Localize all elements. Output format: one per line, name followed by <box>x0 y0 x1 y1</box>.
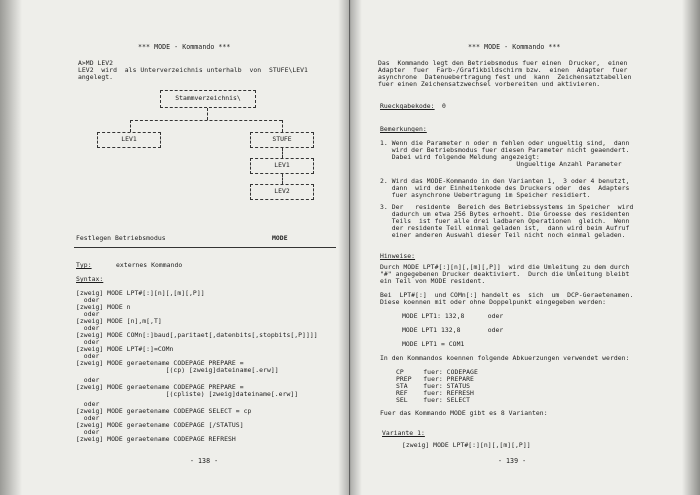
right-page <box>350 0 700 495</box>
remark-line: Ungueltige Anzahl Parameter <box>380 160 622 168</box>
hinweis-line: Durch MODE LPT#[:][n][,[m][,P]] wird die Umleitung zu dem durch <box>380 263 630 271</box>
tree-connector <box>282 148 283 158</box>
variant-label: Variante 1: <box>382 429 425 437</box>
hinweis-line: "#" angegebenen Drucker deaktiviert. Durch die Umleitung bleibt <box>380 270 630 278</box>
syntax-line: [zweig] MODE geraetename CODEPAGE SELECT = cp <box>76 407 252 415</box>
variants-line: Fuer das Kommando MODE gibt es 8 Varianten: <box>380 409 548 417</box>
page-header: *** MODE - Kommando *** <box>138 43 231 51</box>
tree-connector <box>282 120 283 132</box>
remark-line: Dabei wird folgende Meldung angezeigt: <box>380 153 540 161</box>
syntax-line: oder <box>76 352 100 360</box>
syntax-line: oder <box>76 296 100 304</box>
remark-line: wird der Betriebsmodus fuer diesen Parameter nicht geaendert. <box>380 146 630 154</box>
section-command: MODE <box>272 234 288 242</box>
page-number: - 138 - <box>190 457 219 465</box>
tree-connector <box>130 120 282 121</box>
example-line: MODE LPT1 132,8 oder <box>402 326 504 334</box>
syntax-line: [zweig] MODE n <box>76 303 131 311</box>
intro-line: angelegt. <box>78 73 114 81</box>
intro-line: A>MD LEV2 <box>78 59 114 67</box>
remark-line: 2. Wird das MODE-Kommando in den Varianten 1, 3 oder 4 benutzt, <box>380 177 630 185</box>
remarks-label: Bemerkungen: <box>380 125 427 133</box>
typ-label: Typ: <box>76 261 92 269</box>
syntax-line: oder <box>76 324 100 332</box>
typ-value: externes Kommando <box>116 261 183 269</box>
tree-node-label: LEV1 <box>121 135 137 143</box>
abbr-intro: In den Kommandos koennen folgende Abkuerzungen verwendet werden: <box>380 354 630 362</box>
remark-line: einer anderen Auswahl dieser Teil nicht noch einmal geladen. <box>380 231 626 239</box>
tree-node-label: LEV2 <box>274 187 290 195</box>
syntax-line: oder <box>76 338 100 346</box>
syntax-line: oder <box>76 310 100 318</box>
hinweise-label: Hinweise: <box>380 252 416 260</box>
syntax-label: Syntax: <box>76 275 104 283</box>
abbr-line: CP fuer: CODEPAGE <box>396 368 478 376</box>
intro-line: LEV2 wird als Unterverzeichnis unterhalb von STUFE\LEV1 <box>78 66 308 74</box>
rueckgabe-label: Rueckgabekode: <box>380 102 435 110</box>
intro-line: asynchrone Datenuebertragung fest und kann Zeichensatztabellen <box>378 73 632 81</box>
page-edge-shadow <box>682 0 700 495</box>
remark-line: der residente Teil einmal geladen ist, dann wird beim Aufruf <box>380 224 630 232</box>
syntax-line: [zweig] MODE LPT#[:][n][,[m][,P]] <box>76 289 205 297</box>
syntax-line: [zweig] MODE geraetename CODEPAGE [/STATUS] <box>76 421 244 429</box>
syntax-line: [(cpliste) [zweig]dateiname[.erw]] <box>76 390 299 398</box>
intro-line: fuer einen Zeichensatzwechsel vorbereiten und aktivieren. <box>378 80 601 88</box>
syntax-line: [zweig] MODE COMn[:]baud[,paritaet[,datenbits[,stopbits[,P]]]] <box>76 331 318 339</box>
remark-line: dann wird der Einheitenkode des Druckers oder des Adapters <box>380 184 630 192</box>
syntax-line: [(cp) [zweig]dateiname[.erw]] <box>76 366 279 374</box>
section-rule <box>74 247 336 248</box>
abbr-line: PREP fuer: PREPARE <box>396 375 474 383</box>
page-header: *** MODE - Kommando *** <box>468 43 561 51</box>
syntax-line: [zweig] MODE geraetename CODEPAGE PREPARE = <box>76 383 244 391</box>
syntax-line: [zweig] MODE [n],m[,T] <box>76 317 162 325</box>
hinweis-line: ein Teil von MODE resident. <box>380 277 486 285</box>
intro-line: Adapter fuer Farb-/Grafikbildschirm bzw. einen Adapter fuer <box>378 66 628 74</box>
abbr-line: STA fuer: STATUS <box>396 382 471 390</box>
syntax-line: [zweig] MODE geraetename CODEPAGE PREPARE = <box>76 359 244 367</box>
tree-connector <box>207 108 208 120</box>
example-line: MODE LPT1 = COM1 <box>402 340 465 348</box>
intro-line: Das Kommando legt den Betriebsmodus fuer einen Drucker, einen <box>378 59 628 67</box>
syntax-line: [zweig] MODE geraetename CODEPAGE REFRESH <box>76 435 236 443</box>
syntax-line: oder <box>76 428 100 436</box>
tree-connector <box>130 120 131 132</box>
tree-node-label: LEV1 <box>274 161 290 169</box>
remark-line: 3. Der residente Bereich des Betriebssystems im Speicher wird <box>380 203 634 211</box>
page-edge-shadow <box>0 0 22 495</box>
tree-node-label: STUFE <box>272 135 292 143</box>
tree-connector <box>282 174 283 184</box>
syntax-line: oder <box>76 400 100 408</box>
hinweis-line: Diese koennen mit oder ohne Doppelpunkt eingegeben werden: <box>380 298 607 306</box>
rueckgabe-value: 0 <box>442 102 446 110</box>
syntax-line: [zweig] MODE LPT#[:]=COMn <box>76 345 174 353</box>
syntax-line: oder <box>76 376 100 384</box>
variant-syntax: [zweig] MODE LPT#[:][n][,[m][,P]] <box>402 441 531 449</box>
example-line: MODE LPT1: 132,8 oder <box>402 312 504 320</box>
syntax-line: oder <box>76 414 100 422</box>
abbr-line: REF fuer: REFRESH <box>396 389 474 397</box>
hinweis-line: Bei LPT#[:] und COMn[:] handelt es sich um DCP-Geraetenamen. <box>380 291 634 299</box>
tree-node-label: Stammverzeichnis\ <box>175 94 241 102</box>
abbr-line: SEL fuer: SELECT <box>396 396 471 404</box>
remark-line: dadurch um etwa 256 Bytes erhoeht. Die Groesse des residenten <box>380 210 630 218</box>
page-number: - 139 - <box>498 457 527 465</box>
remark-line: 1. Wenn die Parameter n oder m fehlen oder ungueltig sind, dann <box>380 139 630 147</box>
remark-line: Teils ist fuer alle drei ladbaren Operationen gleich. Wenn <box>380 217 630 225</box>
section-title: Festlegen Betriebsmodus <box>76 234 166 242</box>
remark-line: fuer asynchrone Uebertragung im Speicher residiert. <box>380 191 591 199</box>
